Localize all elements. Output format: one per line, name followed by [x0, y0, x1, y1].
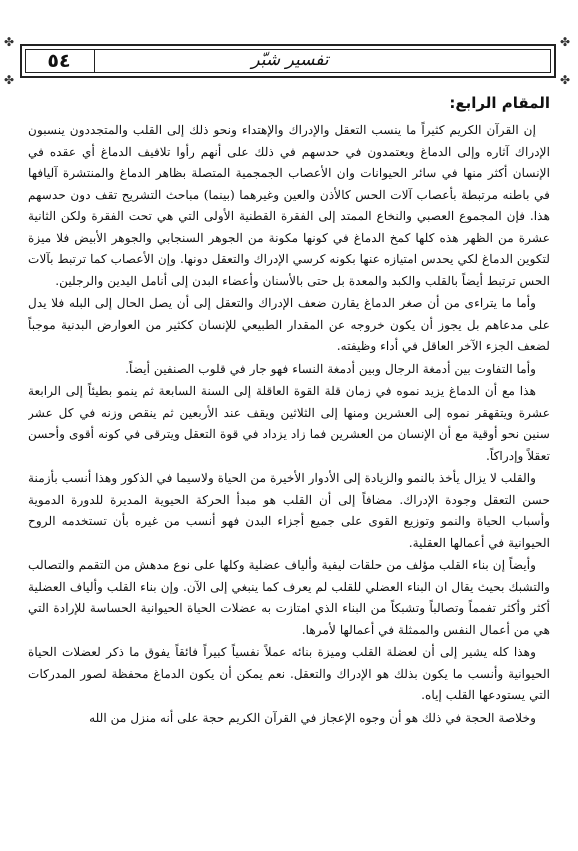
section-heading: المقام الرابع:: [449, 94, 550, 112]
corner-ornament-icon: ✤: [4, 35, 15, 49]
header-divider: [94, 49, 95, 73]
corner-ornament-icon: ✤: [4, 73, 15, 87]
paragraph: وأما ما يتراءى من أن صغر الدماغ يقارن ضعف الإدراك والتعقل إلى أن يصل الحال إلى البله فلا يدل على مدعاهم بل يجوز أن يكون خروجه عن المقدار الطبيعي للإنسان ككثير من العوارض البدنية موجباً لضعف الجزء الآخر العاقل في أداء وظيفته.: [28, 296, 550, 353]
page-body: [28, 92, 550, 832]
corner-ornament-icon: ✤: [560, 35, 571, 49]
paragraph: إن القرآن الكريم كثيراً ما ينسب التعقل والإدراك والإهتداء ونحو ذلك إلى القلب والمتجددون ينسبون الإدراك آثاره وإلى الدماغ ويعتمدون في حدسهم في ذلك على أنهم رأوا تلافيف الدماغ أي عقده في الإنسان أكثر منها في سائر الحيوانات وان الأعصاب الجمجمية المتصلة بظاهر الدماغ والمنتشرة آليافها في باطنه مرتبطة بأعصاب آلات الحس كالأذن والعين وغيرهما (بينما) مباحث التشريح تقف دون حدسهم هذا. فإن المجموع العصبي والنخاع الممتد إلى الفقرة القطنية الأولى التي هي تحت الفقرة ولكن الثانية عشرة من الظهر هذه كلها كمخ الدماغ في كونها مكونة من الجوهر السنجابي والجوهر الأبيض فلا ميزة لتكوين الدماغ لكي يحدس امتيازه عنها بكونه كرسي الإدراك والتعقل دونها. وإن الأعصاب كما ترتبط بآلات الحس ترتبط أيضاً بالقلب والكبد والمعدة بل حتى بالأسنان وأعضاء البدن إلى أنامل اليدين والرجلين.: [28, 123, 550, 288]
page-header: [4, 35, 571, 87]
page-number: ٥٤: [47, 50, 71, 72]
paragraph: والقلب لا يزال يأخذ بالنمو والزيادة إلى الأدوار الأخيرة من الحياة ولاسيما في الذكور وهذا أنسب بأزمنة حسن التعقل وجودة الإدراك. مضافاً إلى أن القلب هو مبدأ الحركة الحيوية المديرة للدورة الدموية وأسباب الحياة والنمو وتوزيع القوى على جميع أجزاء البدن فهو أنسب من غيره بأن تستخدمه الروح الحيوانية في أعمالها العقلية.: [28, 471, 550, 550]
paragraph: هذا مع أن الدماغ يزيد نموه في زمان قلة القوة العاقلة إلى السنة السابعة ثم ينمو بطيئاً إلى الرابعة عشرة ويتقهقر نموه إلى العشرين ومنها إلى الثلاثين ويقف عند الأربعين ثم ينقص وزنه في كل عشر سنين نحو أوقية مع أن الإنسان من العشرين فما زاد يزداد في قوة التعقل ويترقى في كونه أقوى وأحسن تعقلاً وإدراكاً.: [28, 384, 550, 463]
corner-ornament-icon: ✤: [560, 73, 571, 87]
running-title: تفسير شبّر: [251, 50, 329, 70]
paragraph: وخلاصة الحجة في ذلك هو أن وجوه الإعجاز في القرآن الكريم حجة على أنه منزل من الله: [89, 710, 536, 725]
paragraph: وأما التفاوت بين أدمغة الرجال وبين أدمغة النساء فهو جار في قلوب الصنفين أيضاً.: [125, 361, 536, 376]
paragraph: وأيضاً إن بناء القلب مؤلف من حلقات ليفية وألياف عضلية وكلها على نوع مدهش من التقمم والتصالب والتشبك بحيث يقال ان البناء العضلي للقلب لم يعرف كما ينبغي إلى الآن. وإن بناء القلب وألياف العضلية أكثر وأكثر تفمماً وتصالباً وتشبكاً من البناء الذي امتازت به عضلات الحياة الحيوانية الحساسة للإرادة التي هي من أعمال النفس والممثلة في أعمالها لأمرها.: [28, 558, 550, 637]
paragraph: وهذا كله يشير إلى أن لعضلة القلب وميزة بنائه عملاً نفسياً كبيراً فائقاً يفوق ما ذكر لعضلات الحياة الحيوانية وأنسب ما يكون بذلك هو الإدراك والتعقل. نعم يمكن أن يكون الدماغ محفظة لصور المدركات التي يستودعها القلب إياه.: [28, 645, 550, 702]
